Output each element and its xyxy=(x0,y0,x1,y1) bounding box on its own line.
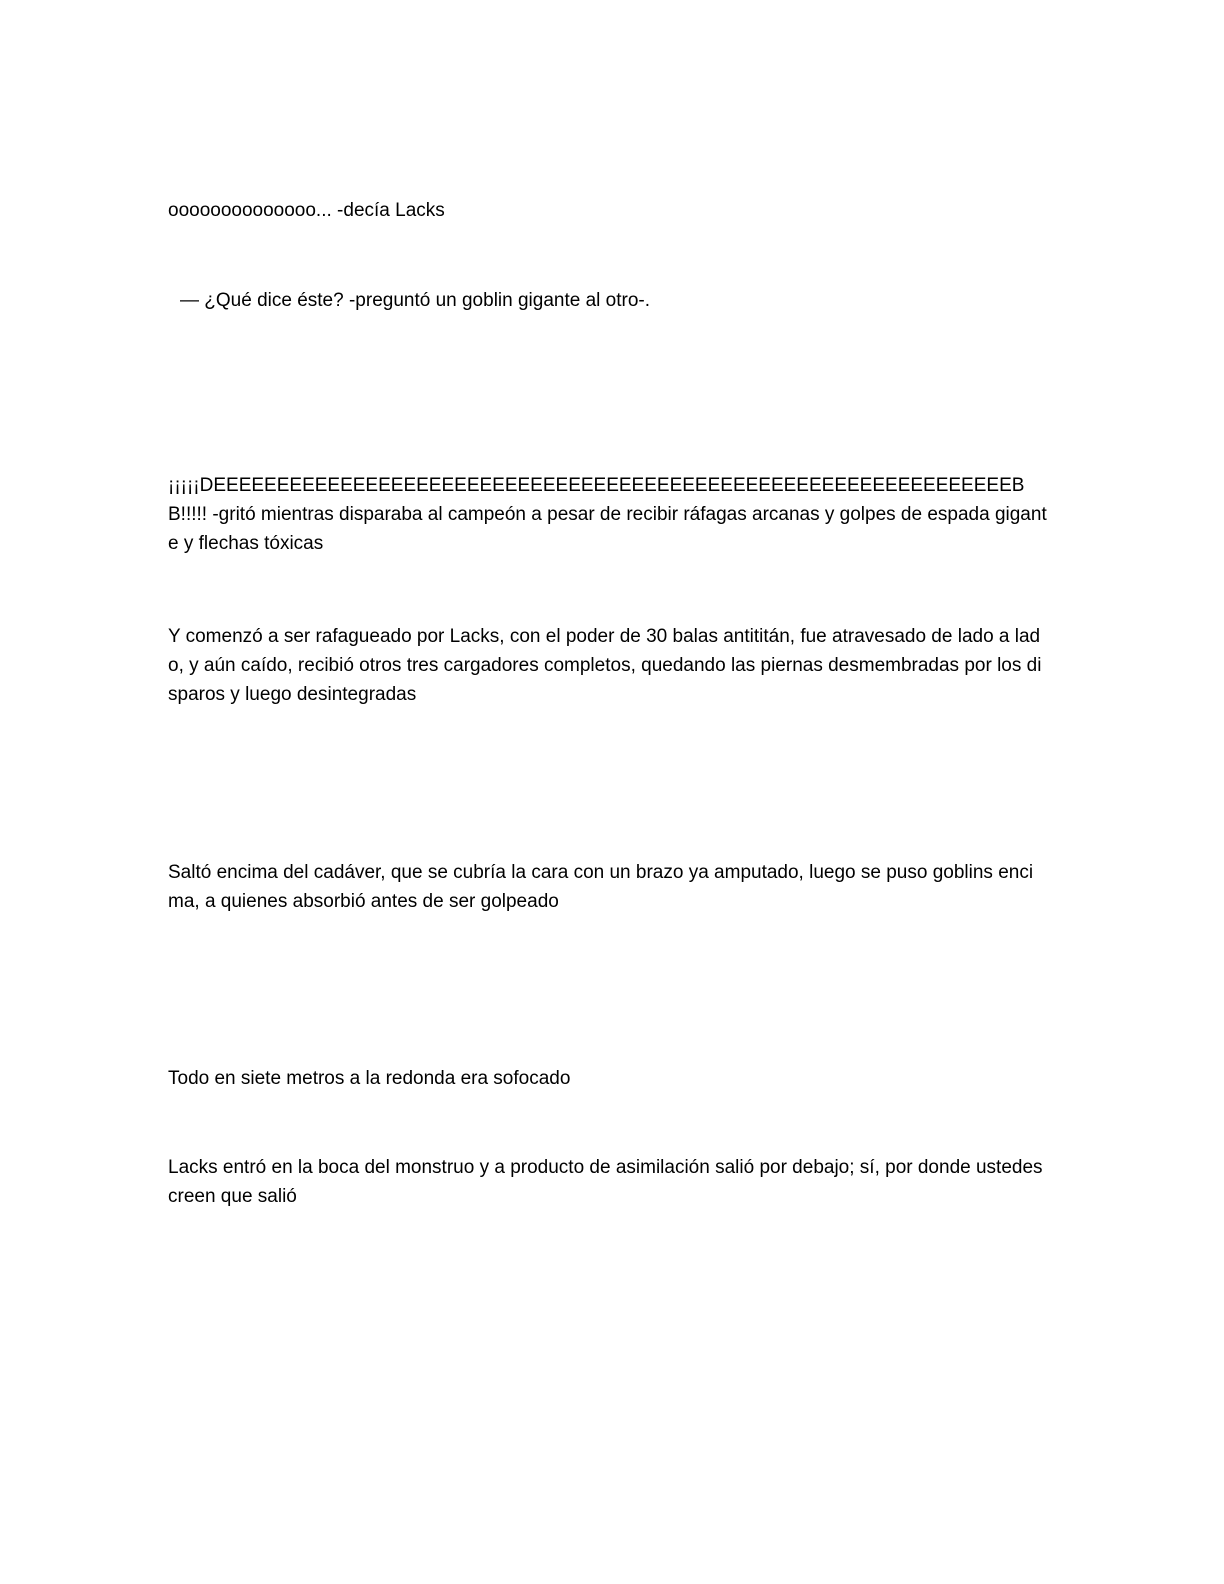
paragraph-3: ¡¡¡¡¡DEEEEEEEEEEEEEEEEEEEEEEEEEEEEEEEEEEEEEEEEEEEEEEEEEEEEEEEEEEEEEEEBB!!!!! -gritó mientras disparaba al campeón a pesar de recibir ráfagas arcanas y golpes de espada gigante y flechas tóxicas xyxy=(168,475,1047,554)
paragraph-7: Lacks entró en la boca del monstruo y a producto de asimilación salió por debajo; sí, por donde ustedes creen que salió xyxy=(168,1157,1043,1207)
paragraph-1: oooooooooooooo... -decía Lacks xyxy=(168,200,445,221)
paragraph-4: Y comenzó a ser rafagueado por Lacks, con el poder de 30 balas antititán, fue atravesado de lado a lado, y aún caído, recibió otros tres cargadores completos, quedando las piernas desmembradas por los disparos y luego desintegradas xyxy=(168,626,1042,705)
paragraph-6: Todo en siete metros a la redonda era sofocado xyxy=(168,1068,571,1089)
paragraph-2: — ¿Qué dice éste? -preguntó un goblin gigante al otro-. xyxy=(180,290,651,311)
paragraph-5: Saltó encima del cadáver, que se cubría la cara con un brazo ya amputado, luego se puso goblins encima, a quienes absorbió antes de ser golpeado xyxy=(168,862,1034,912)
